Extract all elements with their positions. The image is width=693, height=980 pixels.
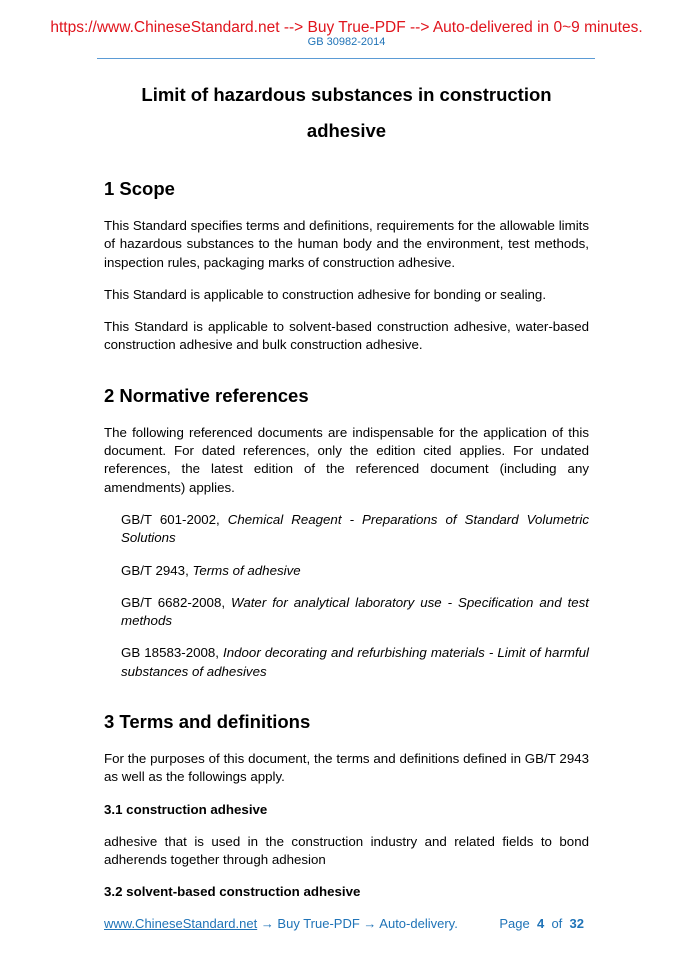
footer-link[interactable]: www.ChineseStandard.net bbox=[104, 916, 258, 931]
reference-item: GB/T 6682-2008, Water for analytical laboratory use - Specification and test methods bbox=[121, 594, 590, 629]
reference-item: GB/T 601-2002, Chemical Reagent - Preparations of Standard Volumetric Solutions bbox=[121, 511, 589, 546]
section-heading-scope: 1 Scope bbox=[104, 178, 175, 199]
scope-paragraph-1: This Standard specifies terms and definitions, requirements for the allowable limits of hazardous substances to the human body and the environment, test methods, inspection rules, packaging marks of construction adhesive. bbox=[104, 218, 589, 270]
footer-text: → Buy True-PDF → Auto-delivery. bbox=[257, 916, 458, 931]
reference-item: GB 18583-2008, Indoor decorating and refurbishing materials - Limit of harmful substances of adhesives bbox=[121, 645, 589, 679]
term-3-2-heading: 3.2 solvent-based construction adhesive bbox=[104, 884, 361, 900]
term-3-1-heading: 3.1 construction adhesive bbox=[104, 801, 268, 817]
title-line-2: adhesive bbox=[306, 120, 387, 141]
page-content bbox=[104, 78, 589, 915]
page-footer bbox=[104, 916, 589, 931]
section-heading-terms: 3 Terms and definitions bbox=[104, 711, 311, 733]
top-banner[interactable]: https://www.ChineseStandard.net --> Buy True-PDF --> Auto-delivered in 0~9 minutes. bbox=[50, 19, 643, 36]
scope-paragraph-3: This Standard is applicable to solvent-based construction adhesive, water-based construction adhesive and bulk construction adhesive. bbox=[104, 319, 589, 353]
terms-intro: For the purposes of this document, the terms and definitions defined in GB/T 2943 as well as the followings apply. bbox=[104, 751, 589, 785]
reference-item: GB/T 2943, Terms of adhesive bbox=[121, 562, 301, 578]
normative-intro: The following referenced documents are indispensable for the application of this document. For dated references, only the edition cited applies. For undated references, the latest edition of the referenced document (including any amendments) applies. bbox=[104, 424, 589, 495]
title-line-1: Limit of hazardous substances in construction bbox=[141, 84, 552, 105]
header-rule bbox=[97, 58, 595, 59]
page-number: Page 4 of 32 bbox=[499, 916, 584, 931]
document-title bbox=[104, 78, 589, 148]
document-id: GB 30982-2014 bbox=[307, 36, 386, 48]
section-heading-normative-references: 2 Normative references bbox=[104, 384, 309, 406]
term-3-1-definition: adhesive that is used in the construction industry and related fields to bond adherends together through adhesion bbox=[104, 833, 589, 867]
scope-paragraph-2: This Standard is applicable to construction adhesive for bonding or sealing. bbox=[104, 286, 547, 302]
